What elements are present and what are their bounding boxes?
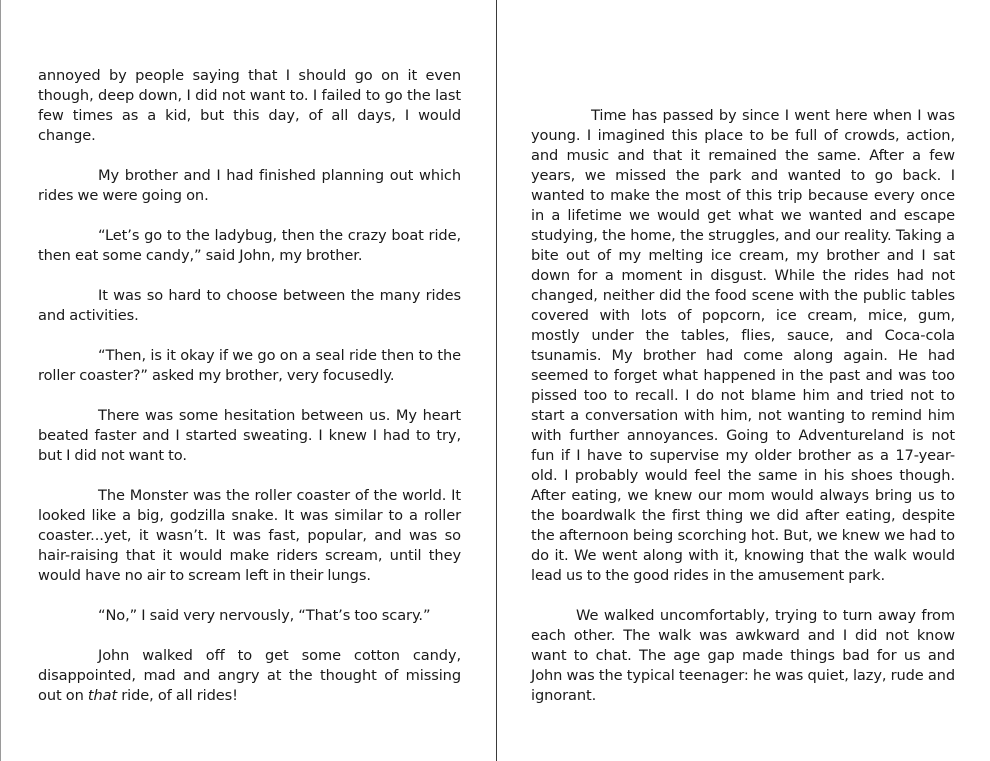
paragraph: “Let’s go to the ladybug, then the crazy boat ride, then eat some candy,” said John, my brother. <box>38 227 461 264</box>
paragraph: “No,” I said very nervously, “That’s too scary.” <box>98 607 431 624</box>
paragraph: Time has passed by since I went here when I was young. I imagined this place to be full of crowds, action, and music and that it remained the same. After a few years, we missed the park and wanted to go back. I wanted to make the most of this trip because every once in a lifetime we would get what we wanted and escape studying, the home, the struggles, and our reality. Taking a bite out of my melting ice cream, my brother and I sat down for a moment in disgust. While the rides had not changed, neither did the food scene with the public tables covered with lots of popcorn, ice cream, mice, gum, mostly under the tables, flies, sauce, and Coca-cola tsunamis. My brother had come along again. He had seemed to forget what happened in the past and was too pissed too to recall. I do not blame him and tried not to start a conversation with him, not wanting to remind him with further annoyances. Going to Adventureland is not fun if I have to supervise my older brother as a 17-year-old. I probably would feel the same in his shoes though. After eating, we knew our mom would always bring us to the boardwalk the first thing we did after eating, despite the afternoon being scorching hot. But, we knew we had to do it. We went along with it, knowing that the walk would lead us to the good rides in the amusement park. <box>531 107 955 584</box>
paragraph: My brother and I had finished planning out which rides we were going on. <box>38 167 461 204</box>
emphasized-word: that <box>87 687 118 704</box>
paragraph: annoyed by people saying that I should go on it even though, deep down, I did not want to. I failed to go the last few times as a kid, but this day, of all days, I would change. <box>38 67 461 144</box>
left-page-text <box>38 66 461 706</box>
paragraph: We walked uncomfortably, trying to turn away from each other. The walk was awkward and I did not know want to chat. The age gap made things bad for us and John was the typical teenager: he was quiet, lazy, rude and ignorant. <box>531 607 955 704</box>
paragraph: It was so hard to choose between the many rides and activities. <box>38 287 461 324</box>
right-page <box>497 0 990 761</box>
paragraph-final <box>38 646 461 706</box>
paragraph-text: John walked off to get some cotton candy, disappointed, mad and angry at the thought of missing out on <box>38 647 461 704</box>
paragraph: The Monster was the roller coaster of the world. It looked like a big, godzilla snake. It was similar to a roller coaster...yet, it wasn’t. It was fast, popular, and was so hair-raising that it would make riders scream, until they would have no air to scream left in their lungs. <box>38 487 461 584</box>
right-page-text <box>531 106 955 706</box>
paragraph: There was some hesitation between us. My heart beated faster and I started sweating. I knew I had to try, but I did not want to. <box>38 407 461 464</box>
paragraph-text: ride, of all rides! <box>117 687 238 704</box>
paragraph: “Then, is it okay if we go on a seal ride then to the roller coaster?” asked my brother, very focusedly. <box>38 347 461 384</box>
